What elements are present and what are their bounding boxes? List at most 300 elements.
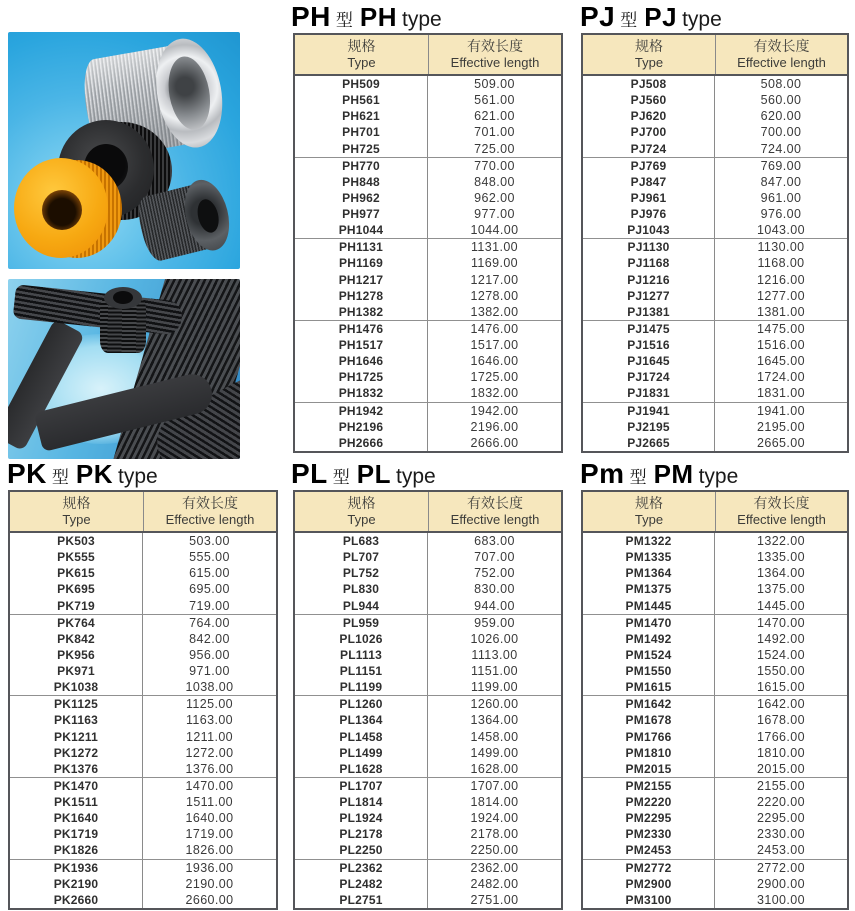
spec-cell: PL2250 <box>295 842 428 858</box>
table-row <box>295 124 561 140</box>
spec-cell: PL2178 <box>295 826 428 842</box>
spec-cell: PM1766 <box>583 729 715 745</box>
length-cell: 1826.00 <box>185 843 234 858</box>
pm-table-body <box>583 533 847 908</box>
spec-cell: PJ2665 <box>583 435 715 451</box>
spec-cell: PK719 <box>10 598 143 614</box>
spec-cell: PL1707 <box>295 778 428 794</box>
row-group <box>583 321 847 403</box>
length-cell: 1628.00 <box>470 761 519 776</box>
row-group <box>583 403 847 451</box>
length-cell: 560.00 <box>760 93 802 108</box>
spec-cell: PM2900 <box>583 876 715 892</box>
spec-cell: PH725 <box>295 141 428 157</box>
length-cell: 1924.00 <box>470 811 519 826</box>
table-row <box>295 255 561 271</box>
spec-cell: PM2330 <box>583 826 715 842</box>
spec-cell: PJ1381 <box>583 304 715 320</box>
table-row <box>10 712 276 728</box>
length-cell: 1640.00 <box>185 811 234 826</box>
title-code: PL <box>291 458 328 489</box>
spec-cell: PJ976 <box>583 206 715 222</box>
spec-cell: PJ1168 <box>583 255 715 271</box>
row-group <box>583 533 847 615</box>
length-cell: 2190.00 <box>185 876 234 891</box>
table-row <box>583 76 847 92</box>
table-row <box>295 565 561 581</box>
table-row <box>583 631 847 647</box>
length-cell: 2220.00 <box>757 795 805 810</box>
spec-cell: PM3100 <box>583 892 715 908</box>
row-group <box>295 860 561 908</box>
spec-cell: PH962 <box>295 190 428 206</box>
row-group <box>295 403 561 451</box>
length-cell: 503.00 <box>189 534 230 549</box>
table-row <box>295 304 561 320</box>
table-row <box>583 892 847 908</box>
length-cell: 1131.00 <box>470 240 519 255</box>
title-code-2: PH <box>359 2 398 32</box>
spec-cell: PM1550 <box>583 663 715 679</box>
table-row <box>583 369 847 385</box>
length-cell: 977.00 <box>474 207 515 222</box>
length-cell: 848.00 <box>474 174 515 189</box>
spec-cell: PH1517 <box>295 337 428 353</box>
length-cell: 961.00 <box>760 190 802 205</box>
table-row <box>583 860 847 876</box>
length-cell: 1151.00 <box>470 664 519 679</box>
spec-cell: PL1199 <box>295 679 428 695</box>
spec-cell: PJ1831 <box>583 385 715 401</box>
length-cell: 1524.00 <box>757 647 805 662</box>
table-row <box>10 549 276 565</box>
length-cell: 2330.00 <box>757 827 805 842</box>
length-cell: 959.00 <box>474 615 515 630</box>
spec-cell: PJ560 <box>583 92 715 108</box>
spec-cell: PK615 <box>10 565 143 581</box>
length-cell: 956.00 <box>189 647 230 662</box>
length-cell: 2665.00 <box>757 435 805 450</box>
table-header-row <box>295 492 561 533</box>
spec-cell: PJ1724 <box>583 369 715 385</box>
spec-cell: PK1211 <box>10 729 143 745</box>
col-header-type <box>583 35 715 74</box>
section-title-pm <box>580 458 738 488</box>
table-row <box>10 860 276 876</box>
length-cell: 1517.00 <box>470 338 519 353</box>
table-row <box>295 778 561 794</box>
length-cell: 1381.00 <box>757 304 805 319</box>
orange-ring-hole <box>42 190 82 230</box>
title-type-zh: 型 <box>335 11 353 30</box>
table-row <box>583 696 847 712</box>
row-group <box>583 615 847 697</box>
product-photo-belts <box>8 279 240 459</box>
title-type-en: type <box>118 465 158 488</box>
length-cell: 2178.00 <box>470 827 519 842</box>
length-cell: 1810.00 <box>757 745 805 760</box>
table-row <box>583 124 847 140</box>
table-row <box>295 174 561 190</box>
row-group <box>583 778 847 860</box>
length-cell: 1475.00 <box>757 321 805 336</box>
spec-cell: PJ1130 <box>583 239 715 255</box>
length-cell: 1941.00 <box>757 403 805 418</box>
row-group <box>10 696 276 778</box>
table-row <box>583 239 847 255</box>
table-row <box>295 712 561 728</box>
spec-cell: PL959 <box>295 615 428 631</box>
pm-spec-table <box>581 490 849 910</box>
spec-cell: PM1678 <box>583 712 715 728</box>
length-cell: 1707.00 <box>470 778 519 793</box>
row-group <box>583 696 847 778</box>
spec-cell: PJ1475 <box>583 321 715 337</box>
length-cell: 1382.00 <box>470 304 519 319</box>
col-header-type-zh: 规格 <box>62 494 91 511</box>
table-row <box>10 761 276 777</box>
length-cell: 847.00 <box>760 174 802 189</box>
ph-spec-table <box>293 33 563 453</box>
table-row <box>583 190 847 206</box>
table-row <box>583 141 847 157</box>
spec-cell: PK1038 <box>10 679 143 695</box>
length-cell: 769.00 <box>760 158 802 173</box>
col-header-type-en: Type <box>62 512 91 528</box>
length-cell: 2295.00 <box>757 811 805 826</box>
table-row <box>583 810 847 826</box>
length-cell: 1130.00 <box>757 240 805 255</box>
col-header-length-zh: 有效长度 <box>467 37 523 54</box>
table-row <box>295 826 561 842</box>
table-row <box>583 337 847 353</box>
table-row <box>295 876 561 892</box>
length-cell: 1550.00 <box>757 664 805 679</box>
row-group <box>295 321 561 403</box>
length-cell: 1678.00 <box>757 713 805 728</box>
table-row <box>583 549 847 565</box>
length-cell: 2250.00 <box>470 843 519 858</box>
length-cell: 1492.00 <box>757 631 805 646</box>
spec-cell: PK1719 <box>10 826 143 842</box>
length-cell: 1511.00 <box>185 795 234 810</box>
spec-cell: PL707 <box>295 549 428 565</box>
spec-cell: PK1936 <box>10 860 143 876</box>
table-row <box>583 419 847 435</box>
length-cell: 719.00 <box>189 598 230 613</box>
length-cell: 1719.00 <box>185 827 234 842</box>
table-row <box>295 369 561 385</box>
length-cell: 561.00 <box>474 93 515 108</box>
table-row <box>583 206 847 222</box>
table-row <box>583 794 847 810</box>
title-code-2: PK <box>75 459 114 489</box>
table-row <box>295 353 561 369</box>
col-header-type <box>583 492 715 531</box>
table-row <box>583 255 847 271</box>
spec-cell: PK503 <box>10 533 143 549</box>
spec-cell: PM1470 <box>583 615 715 631</box>
length-cell: 2453.00 <box>757 843 805 858</box>
spec-cell: PJ1645 <box>583 353 715 369</box>
length-cell: 724.00 <box>760 141 802 156</box>
length-cell: 842.00 <box>189 631 230 646</box>
table-row <box>583 92 847 108</box>
table-row <box>295 679 561 695</box>
length-cell: 1470.00 <box>757 615 805 630</box>
length-cell: 1272.00 <box>185 745 234 760</box>
spec-cell: PJ769 <box>583 158 715 174</box>
table-row <box>583 745 847 761</box>
length-cell: 1217.00 <box>470 272 519 287</box>
table-header-row <box>295 35 561 76</box>
table-row <box>10 876 276 892</box>
col-header-length-zh: 有效长度 <box>753 494 810 511</box>
spec-cell: PM2772 <box>583 860 715 876</box>
ph-table-body <box>295 76 561 451</box>
table-row <box>295 647 561 663</box>
table-row <box>583 729 847 745</box>
spec-cell: PL1814 <box>295 794 428 810</box>
table-row <box>295 222 561 238</box>
table-row <box>10 679 276 695</box>
title-type-zh: 型 <box>332 468 350 487</box>
spec-cell: PM1322 <box>583 533 715 549</box>
length-cell: 1364.00 <box>470 713 519 728</box>
title-code-2: PJ <box>644 2 678 32</box>
table-row <box>583 565 847 581</box>
table-row <box>295 92 561 108</box>
spec-cell: PM1364 <box>583 565 715 581</box>
table-row <box>10 778 276 794</box>
title-type-zh: 型 <box>629 468 647 487</box>
spec-cell: PK956 <box>10 647 143 663</box>
spec-cell: PL830 <box>295 581 428 597</box>
spec-cell: PK971 <box>10 663 143 679</box>
spec-cell: PJ1516 <box>583 337 715 353</box>
length-cell: 830.00 <box>474 582 515 597</box>
spec-cell: PH770 <box>295 158 428 174</box>
title-type-zh: 型 <box>620 11 638 30</box>
spec-cell: PM2015 <box>583 761 715 777</box>
title-code-2: PM <box>653 459 694 489</box>
table-row <box>295 581 561 597</box>
product-photo-pulleys <box>8 32 240 269</box>
table-row <box>295 206 561 222</box>
table-row <box>10 631 276 647</box>
table-row <box>295 337 561 353</box>
col-header-type <box>295 492 428 531</box>
spec-cell: PJ1941 <box>583 403 715 419</box>
row-group <box>10 533 276 615</box>
spec-cell: PL1151 <box>295 663 428 679</box>
pk-spec-table <box>8 490 278 910</box>
length-cell: 1375.00 <box>757 582 805 597</box>
length-cell: 615.00 <box>189 566 230 581</box>
spec-cell: PL2362 <box>295 860 428 876</box>
table-row <box>295 190 561 206</box>
length-cell: 971.00 <box>189 664 230 679</box>
length-cell: 1499.00 <box>470 745 519 760</box>
length-cell: 1814.00 <box>470 795 519 810</box>
col-header-length <box>715 35 847 74</box>
table-row <box>10 565 276 581</box>
length-cell: 1936.00 <box>185 860 234 875</box>
table-row <box>10 647 276 663</box>
spec-cell: PH1646 <box>295 353 428 369</box>
title-code: PJ <box>580 1 616 32</box>
spec-cell: PJ847 <box>583 174 715 190</box>
section-title-pl <box>291 458 436 488</box>
length-cell: 1199.00 <box>470 680 519 695</box>
length-cell: 1113.00 <box>471 647 518 662</box>
spec-cell: PM1492 <box>583 631 715 647</box>
col-header-length <box>143 492 276 531</box>
spec-cell: PK842 <box>10 631 143 647</box>
col-header-type-zh: 规格 <box>635 37 663 54</box>
title-type-en: type <box>396 465 436 488</box>
spec-cell: PM1375 <box>583 581 715 597</box>
section-title-pj <box>580 1 722 31</box>
length-cell: 621.00 <box>474 109 515 124</box>
spec-cell: PM2295 <box>583 810 715 826</box>
length-cell: 1725.00 <box>470 370 519 385</box>
table-row <box>295 419 561 435</box>
spec-cell: PL1458 <box>295 729 428 745</box>
col-header-type-en: Type <box>634 55 664 71</box>
table-row <box>583 598 847 614</box>
row-group <box>295 696 561 778</box>
table-row <box>583 581 847 597</box>
col-header-type <box>10 492 143 531</box>
length-cell: 1766.00 <box>757 729 805 744</box>
table-row <box>295 663 561 679</box>
spec-cell: PJ700 <box>583 124 715 140</box>
length-cell: 1125.00 <box>185 697 234 712</box>
length-cell: 1646.00 <box>470 354 519 369</box>
table-row <box>10 810 276 826</box>
length-cell: 764.00 <box>189 615 230 630</box>
spec-cell: PH2666 <box>295 435 428 451</box>
table-row <box>295 533 561 549</box>
table-row <box>10 892 276 908</box>
spec-cell: PK1470 <box>10 778 143 794</box>
spec-cell: PH1725 <box>295 369 428 385</box>
table-row <box>295 598 561 614</box>
col-header-length-en: Effective length <box>165 512 255 528</box>
spec-cell: PH561 <box>295 92 428 108</box>
table-row <box>295 403 561 419</box>
spec-cell: PK2190 <box>10 876 143 892</box>
spec-cell: PH1131 <box>295 239 428 255</box>
length-cell: 1335.00 <box>757 550 805 565</box>
length-cell: 1322.00 <box>757 534 805 549</box>
spec-cell: PK2660 <box>10 892 143 908</box>
col-header-length <box>428 35 561 74</box>
table-row <box>295 549 561 565</box>
spec-cell: PK1826 <box>10 842 143 858</box>
table-row <box>295 76 561 92</box>
spec-cell: PH1278 <box>295 288 428 304</box>
spec-cell: PM1335 <box>583 549 715 565</box>
spec-cell: PJ2195 <box>583 419 715 435</box>
spec-cell: PH1476 <box>295 321 428 337</box>
col-header-length-en: Effective length <box>450 512 540 528</box>
spec-cell: PH2196 <box>295 419 428 435</box>
table-row <box>583 761 847 777</box>
spec-cell: PK1125 <box>10 696 143 712</box>
col-header-type-en: Type <box>347 512 376 528</box>
table-header-row <box>583 35 847 76</box>
spec-cell: PH848 <box>295 174 428 190</box>
row-group <box>583 76 847 158</box>
length-cell: 707.00 <box>474 550 515 565</box>
spec-cell: PL944 <box>295 598 428 614</box>
spec-cell: PM2453 <box>583 842 715 858</box>
length-cell: 1831.00 <box>757 386 805 401</box>
spec-cell: PM2220 <box>583 794 715 810</box>
length-cell: 509.00 <box>474 77 515 92</box>
length-cell: 1642.00 <box>757 697 805 712</box>
table-row <box>583 876 847 892</box>
col-header-length-zh: 有效长度 <box>182 494 238 511</box>
pj-table-body <box>583 76 847 451</box>
spec-cell: PJ1216 <box>583 272 715 288</box>
table-row <box>295 141 561 157</box>
length-cell: 2155.00 <box>757 778 805 793</box>
spec-cell: PJ508 <box>583 76 715 92</box>
table-row <box>583 712 847 728</box>
table-row <box>583 108 847 124</box>
spec-cell: PK1272 <box>10 745 143 761</box>
spec-cell: PL1113 <box>295 647 428 663</box>
length-cell: 1163.00 <box>185 713 234 728</box>
length-cell: 2666.00 <box>470 435 519 450</box>
title-type-en: type <box>682 8 722 31</box>
col-header-length-en: Effective length <box>450 55 540 71</box>
spec-cell: PK764 <box>10 615 143 631</box>
table-row <box>10 615 276 631</box>
table-row <box>295 435 561 451</box>
spec-cell: PH1217 <box>295 272 428 288</box>
table-row <box>295 158 561 174</box>
length-cell: 1724.00 <box>757 370 805 385</box>
spec-cell: PH701 <box>295 124 428 140</box>
table-row <box>10 842 276 858</box>
table-row <box>10 598 276 614</box>
spec-cell: PK555 <box>10 549 143 565</box>
table-row <box>583 272 847 288</box>
length-cell: 1216.00 <box>757 272 805 287</box>
spec-cell: PL1924 <box>295 810 428 826</box>
length-cell: 1364.00 <box>757 566 805 581</box>
length-cell: 770.00 <box>474 158 515 173</box>
spec-cell: PH1169 <box>295 255 428 271</box>
spec-cell: PL1628 <box>295 761 428 777</box>
row-group <box>10 778 276 860</box>
table-row <box>583 663 847 679</box>
spec-cell: PJ1043 <box>583 222 715 238</box>
row-group <box>295 533 561 615</box>
table-row <box>295 860 561 876</box>
table-row <box>10 745 276 761</box>
title-type-en: type <box>402 8 442 31</box>
table-row <box>295 108 561 124</box>
length-cell: 2196.00 <box>470 419 519 434</box>
spec-cell: PH977 <box>295 206 428 222</box>
length-cell: 944.00 <box>474 598 515 613</box>
pk-table-body <box>10 533 276 908</box>
